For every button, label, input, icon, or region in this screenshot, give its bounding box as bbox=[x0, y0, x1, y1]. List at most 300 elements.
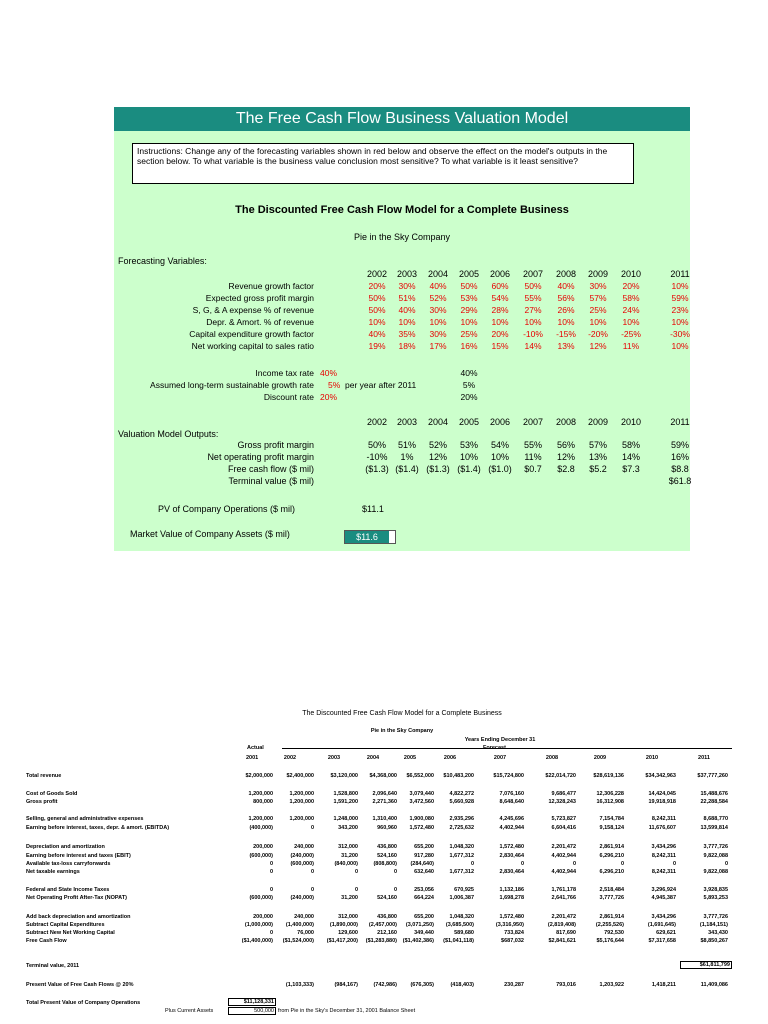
detail-cell: (600,000) bbox=[249, 853, 273, 859]
output-value: 59% bbox=[670, 440, 689, 450]
output-value: ($1.4) bbox=[395, 464, 419, 474]
forecast-rule bbox=[282, 748, 732, 749]
forecast-input[interactable]: -10% bbox=[523, 329, 543, 339]
detail-cell: ($1,283,880) bbox=[365, 938, 397, 944]
forecast-input[interactable]: 24% bbox=[622, 305, 640, 315]
detail-cell: 0 bbox=[393, 887, 397, 893]
year-header: 2006 bbox=[489, 417, 511, 427]
detail-cell: 2,830,464 bbox=[499, 869, 524, 875]
detail-cell: 960,960 bbox=[377, 825, 397, 831]
pv-fcf-cell: (984,167) bbox=[334, 982, 358, 988]
detail-cell: 655,200 bbox=[414, 844, 434, 850]
output-value: 16% bbox=[670, 452, 689, 462]
year-header: 2007 bbox=[522, 269, 544, 279]
forecast-input[interactable]: 20% bbox=[622, 281, 640, 291]
forecast-input[interactable]: 15% bbox=[491, 341, 509, 351]
discount-input[interactable]: 20% bbox=[320, 392, 338, 402]
detail-cell: 917,280 bbox=[414, 853, 434, 859]
detail-row-label: Total revenue bbox=[26, 773, 62, 779]
detail-row-label: Gross profit bbox=[26, 799, 58, 805]
forecast-input[interactable]: 10% bbox=[398, 317, 416, 327]
tax-label: Income tax rate bbox=[255, 368, 314, 378]
growth-echo: 5% bbox=[462, 380, 476, 390]
detail-year: 2008 bbox=[545, 755, 559, 761]
forecast-input[interactable]: 55% bbox=[524, 293, 542, 303]
forecast-input[interactable]: 58% bbox=[622, 293, 640, 303]
detail-year: 2010 bbox=[645, 755, 659, 761]
detail-cell: (284,640) bbox=[410, 861, 434, 867]
detail-cell: 1,698,278 bbox=[499, 895, 524, 901]
detail-row-label: Selling, general and administrative expenses bbox=[26, 816, 144, 822]
total-pv-label: Total Present Value of Company Operations bbox=[26, 1000, 141, 1006]
forecast-input[interactable]: -20% bbox=[588, 329, 608, 339]
detail-cell: 2,201,472 bbox=[551, 844, 576, 850]
detail-cell: 3,296,924 bbox=[651, 887, 676, 893]
detail-cell: $28,619,136 bbox=[593, 773, 624, 779]
forecast-input[interactable]: 30% bbox=[589, 281, 607, 291]
detail-cell: 240,000 bbox=[294, 844, 314, 850]
detail-cell: ($1,524,000) bbox=[282, 938, 314, 944]
detail-cell: 4,402,944 bbox=[551, 853, 576, 859]
forecast-input[interactable]: 10% bbox=[671, 317, 689, 327]
detail-cell: 3,472,560 bbox=[409, 799, 434, 805]
tax-input[interactable]: 40% bbox=[320, 368, 338, 378]
detail-cell: 343,200 bbox=[338, 825, 358, 831]
detail-cell: 1,572,480 bbox=[499, 914, 524, 920]
detail-cell: 436,800 bbox=[377, 914, 397, 920]
forecast-input[interactable]: 25% bbox=[589, 305, 607, 315]
detail-cell: $4,368,000 bbox=[369, 773, 397, 779]
tax-echo: 40% bbox=[460, 368, 478, 378]
discount-label: Discount rate bbox=[263, 392, 314, 402]
page-title: The Free Cash Flow Business Valuation Model bbox=[114, 107, 690, 131]
detail-cell: (1,000,000) bbox=[244, 922, 273, 928]
detail-cell: 436,800 bbox=[377, 844, 397, 850]
total-pv-value: $11,128,331 bbox=[228, 998, 276, 1006]
detail-cell: 1,200,000 bbox=[289, 799, 314, 805]
forecast-input[interactable]: 20% bbox=[368, 281, 386, 291]
forecast-input[interactable]: 50% bbox=[524, 281, 542, 291]
detail-cell: 4,402,944 bbox=[551, 869, 576, 875]
detail-cell: 312,000 bbox=[338, 844, 358, 850]
detail-cell: 3,777,726 bbox=[703, 914, 728, 920]
detail-cell: (3,685,500) bbox=[445, 922, 474, 928]
forecast-input[interactable]: 50% bbox=[368, 305, 386, 315]
detail-cell: 7,154,784 bbox=[599, 816, 624, 822]
output-value: 13% bbox=[588, 452, 607, 462]
detail-cell: 129,600 bbox=[338, 930, 358, 936]
detail-cell: (1,691,645) bbox=[647, 922, 676, 928]
detail-cell: 4,945,387 bbox=[651, 895, 676, 901]
detail-cell: 1,572,480 bbox=[409, 825, 434, 831]
forecast-input[interactable]: 10% bbox=[671, 281, 689, 291]
forecast-input[interactable]: 40% bbox=[429, 281, 447, 291]
detail-row-label: Federal and State Income Taxes bbox=[26, 887, 110, 893]
forecast-input[interactable]: 17% bbox=[429, 341, 447, 351]
output-value: 56% bbox=[556, 440, 575, 450]
forecast-input[interactable]: 19% bbox=[368, 341, 386, 351]
forecast-input[interactable]: 10% bbox=[460, 317, 478, 327]
detail-cell: 655,200 bbox=[414, 914, 434, 920]
forecast-row-label: S, G, & A expense % of revenue bbox=[192, 305, 314, 315]
detail-cell: 1,248,000 bbox=[333, 816, 358, 822]
detail-cell: 5,893,253 bbox=[703, 895, 728, 901]
detail-cell: (840,000) bbox=[334, 861, 358, 867]
pv-fcf-cell: 1,203,922 bbox=[599, 982, 624, 988]
detail-cell: 8,242,311 bbox=[651, 816, 676, 822]
detail-cell: 1,048,320 bbox=[449, 914, 474, 920]
output-value: ($1.4) bbox=[457, 464, 481, 474]
forecast-input[interactable]: 26% bbox=[557, 305, 575, 315]
detail-cell: 22,288,584 bbox=[700, 799, 728, 805]
forecast-input[interactable]: 20% bbox=[491, 329, 509, 339]
forecast-input[interactable]: 40% bbox=[398, 305, 416, 315]
detail-cell: 8,242,311 bbox=[651, 853, 676, 859]
pv-label: PV of Company Operations ($ mil) bbox=[158, 504, 296, 514]
detail-cell: 1,677,312 bbox=[449, 869, 474, 875]
detail-cell: $687,032 bbox=[501, 938, 524, 944]
detail-cell: $5,176,644 bbox=[596, 938, 624, 944]
detail-cell: 9,158,124 bbox=[599, 825, 624, 831]
years-ending: Years Ending December 31 bbox=[464, 737, 536, 743]
year-header: 2004 bbox=[427, 417, 449, 427]
detail-year: 2006 bbox=[443, 755, 457, 761]
detail-row-label: Available tax-loss carryforwards bbox=[26, 861, 111, 867]
detail-cell: 1,761,178 bbox=[551, 887, 576, 893]
detail-cell: 0 bbox=[354, 869, 358, 875]
detail-cell: 5,723,827 bbox=[551, 816, 576, 822]
detail-cell: 670,925 bbox=[454, 887, 474, 893]
detail-cell: 1,677,312 bbox=[449, 853, 474, 859]
detail-cell: 1,200,000 bbox=[289, 816, 314, 822]
mv-label: Market Value of Company Assets ($ mil) bbox=[130, 529, 290, 539]
detail-cell: 31,200 bbox=[341, 895, 358, 901]
forecast-input[interactable]: 51% bbox=[398, 293, 416, 303]
output-value: $2.8 bbox=[557, 464, 575, 474]
detail-cell: 31,200 bbox=[341, 853, 358, 859]
forecast-input[interactable]: 50% bbox=[368, 293, 386, 303]
detail-cell: $6,552,000 bbox=[406, 773, 434, 779]
detail-cell: 0 bbox=[269, 930, 273, 936]
detail-cell: 1,200,000 bbox=[248, 791, 273, 797]
forecast-input[interactable]: 40% bbox=[557, 281, 575, 291]
detail-cell: (600,000) bbox=[290, 861, 314, 867]
detail-cell: 1,900,080 bbox=[409, 816, 434, 822]
detail-cell: 1,528,800 bbox=[333, 791, 358, 797]
pv-fcf-label: Present Value of Free Cash Flows @ 20% bbox=[26, 982, 134, 988]
detail-cell: 0 bbox=[520, 861, 524, 867]
detail-row-label: Subtract New Net Working Capital bbox=[26, 930, 115, 936]
pv-fcf-cell: 230,287 bbox=[504, 982, 524, 988]
detail-cell: 0 bbox=[269, 861, 273, 867]
detail-cell: 12,328,243 bbox=[548, 799, 576, 805]
detail-cell: 4,402,944 bbox=[499, 825, 524, 831]
output-value: 10% bbox=[459, 452, 478, 462]
forecast-row-label: Depr. & Amort. % of revenue bbox=[206, 317, 314, 327]
forecast-input[interactable]: 30% bbox=[398, 281, 416, 291]
market-value-box bbox=[344, 530, 396, 544]
plus-label: Plus Current Assets bbox=[165, 1008, 214, 1014]
forecast-input[interactable]: 18% bbox=[398, 341, 416, 351]
detail-cell: $8,850,267 bbox=[700, 938, 728, 944]
detail-cell: 253,056 bbox=[414, 887, 434, 893]
year-header: 2010 bbox=[620, 417, 642, 427]
forecast-input[interactable]: 10% bbox=[491, 317, 509, 327]
detail-cell: $7,317,658 bbox=[648, 938, 676, 944]
detail-cell: ($1,041,118) bbox=[443, 938, 474, 944]
forecast-input[interactable]: 27% bbox=[524, 305, 542, 315]
pv-fcf-cell: (418,403) bbox=[450, 982, 474, 988]
detail-cell: 524,160 bbox=[377, 853, 397, 859]
pv-fcf-cell: 1,418,211 bbox=[651, 982, 676, 988]
pv-fcf-cell: 793,016 bbox=[556, 982, 576, 988]
detail-cell: 0 bbox=[724, 861, 728, 867]
forecasting-label: Forecasting Variables: bbox=[118, 256, 207, 266]
detail-cell: 3,928,835 bbox=[703, 887, 728, 893]
detail-cell: ($1,402,386) bbox=[402, 938, 434, 944]
output-row-label: Terminal value ($ mil) bbox=[228, 476, 314, 486]
detail-cell: 629,621 bbox=[656, 930, 676, 936]
year-header: 2009 bbox=[587, 269, 609, 279]
forecast-row-label: Capital expenditure growth factor bbox=[189, 329, 314, 339]
detail-cell: 792,530 bbox=[604, 930, 624, 936]
output-value: 55% bbox=[523, 440, 542, 450]
detail-cell: 1,200,000 bbox=[248, 816, 273, 822]
detail-cell: 0 bbox=[393, 869, 397, 875]
detail-cell: 664,224 bbox=[414, 895, 434, 901]
detail-cell: 11,676,607 bbox=[648, 825, 676, 831]
forecast-input[interactable]: 23% bbox=[671, 305, 689, 315]
forecast-input[interactable]: 13% bbox=[557, 341, 575, 351]
forecast-input[interactable]: 40% bbox=[368, 329, 386, 339]
detail-cell: 349,440 bbox=[414, 930, 434, 936]
year-header: 2005 bbox=[458, 269, 480, 279]
detail-cell: 2,725,632 bbox=[449, 825, 474, 831]
detail-cell: 1,006,387 bbox=[449, 895, 474, 901]
detail-cell: 15,488,676 bbox=[700, 791, 728, 797]
forecast-input[interactable]: -30% bbox=[670, 329, 690, 339]
forecast-input[interactable]: 28% bbox=[491, 305, 509, 315]
output-value: ($1.3) bbox=[426, 464, 450, 474]
detail-cell: ($1,417,200) bbox=[326, 938, 358, 944]
forecast-input[interactable]: 10% bbox=[589, 317, 607, 327]
output-row-label: Gross profit margin bbox=[237, 440, 314, 450]
forecast-input[interactable]: 52% bbox=[429, 293, 447, 303]
year-header: 2002 bbox=[366, 269, 388, 279]
detail-cell: 16,312,908 bbox=[596, 799, 624, 805]
detail-row-label: Subtract Capital Expenditures bbox=[26, 922, 105, 928]
detail-cell: 3,434,296 bbox=[651, 914, 676, 920]
detail-cell: 0 bbox=[470, 861, 474, 867]
output-value: 57% bbox=[588, 440, 607, 450]
detail-cell: 2,935,296 bbox=[449, 816, 474, 822]
year-header: 2009 bbox=[587, 417, 609, 427]
forecast-input[interactable]: 53% bbox=[460, 293, 478, 303]
plus-note: from Pie in the Sky's December 31, 2001 Balance Sheet bbox=[278, 1008, 416, 1014]
forecast-input[interactable]: 60% bbox=[491, 281, 509, 291]
forecast-input[interactable]: 10% bbox=[557, 317, 575, 327]
output-value: 52% bbox=[428, 440, 447, 450]
company-name: Pie in the Sky Company bbox=[353, 232, 451, 242]
detail-year: 2011 bbox=[698, 755, 710, 761]
pv-fcf-cell: (742,986) bbox=[373, 982, 397, 988]
detail-cell: 2,861,914 bbox=[599, 844, 624, 850]
year-header: 2008 bbox=[555, 417, 577, 427]
detail-title: The Discounted Free Cash Flow Model for a Complete Business bbox=[302, 710, 502, 717]
year-header: 2005 bbox=[458, 417, 480, 427]
detail-cell: 1,200,000 bbox=[289, 791, 314, 797]
detail-year: 2002 bbox=[283, 755, 297, 761]
detail-year: 2004 bbox=[366, 755, 380, 761]
forecast-row-label: Net working capital to sales ratio bbox=[191, 341, 314, 351]
detail-cell: (3,071,250) bbox=[405, 922, 434, 928]
forecast-input[interactable]: -15% bbox=[556, 329, 576, 339]
year-header: 2004 bbox=[427, 269, 449, 279]
detail-cell: 5,660,928 bbox=[449, 799, 474, 805]
terminal-label: Terminal value, 2011 bbox=[26, 963, 80, 969]
detail-cell: 0 bbox=[269, 869, 273, 875]
detail-cell: (808,800) bbox=[373, 861, 397, 867]
detail-cell: 0 bbox=[354, 887, 358, 893]
market-value: $11.6 bbox=[345, 531, 389, 543]
detail-cell: 632,640 bbox=[414, 869, 434, 875]
forecast-input[interactable]: 12% bbox=[589, 341, 607, 351]
forecast-input[interactable]: 30% bbox=[429, 305, 447, 315]
detail-cell: 200,000 bbox=[253, 844, 273, 850]
detail-cell: 800,000 bbox=[253, 799, 273, 805]
detail-cell: (2,255,526) bbox=[595, 922, 624, 928]
detail-row-label: Cost of Goods Sold bbox=[26, 791, 78, 797]
detail-cell: 0 bbox=[310, 887, 314, 893]
detail-cell: 2,830,464 bbox=[499, 853, 524, 859]
detail-year: 2009 bbox=[593, 755, 607, 761]
forecast-input[interactable]: 16% bbox=[460, 341, 478, 351]
forecast-input[interactable]: 57% bbox=[589, 293, 607, 303]
detail-cell: 7,076,160 bbox=[499, 791, 524, 797]
forecast-input[interactable]: 14% bbox=[524, 341, 542, 351]
forecast-input[interactable]: -25% bbox=[621, 329, 641, 339]
detail-cell: $15,724,800 bbox=[493, 773, 524, 779]
detail-cell: 2,641,766 bbox=[551, 895, 576, 901]
output-value: $61.8 bbox=[668, 476, 692, 486]
detail-row-label: Earning before interest, taxes, depr. & amort. (EBITDA) bbox=[26, 825, 170, 831]
year-header: 2008 bbox=[555, 269, 577, 279]
year-header: 2006 bbox=[489, 269, 511, 279]
forecast-input[interactable]: 25% bbox=[460, 329, 478, 339]
output-value: $0.7 bbox=[524, 464, 542, 474]
detail-cell: 8,242,311 bbox=[651, 869, 676, 875]
forecast-input[interactable]: 10% bbox=[622, 317, 640, 327]
growth-suffix: per year after 2011 bbox=[345, 380, 417, 390]
forecast-input[interactable]: 10% bbox=[429, 317, 447, 327]
forecast-input[interactable]: 35% bbox=[398, 329, 416, 339]
detail-cell: ($1,400,000) bbox=[241, 938, 273, 944]
detail-cell: 6,296,210 bbox=[599, 869, 624, 875]
detail-cell: 2,271,360 bbox=[372, 799, 397, 805]
output-row-label: Free cash flow ($ mil) bbox=[227, 464, 314, 474]
detail-cell: 19,918,918 bbox=[648, 799, 676, 805]
forecast-input[interactable]: 56% bbox=[557, 293, 575, 303]
output-value: $8.8 bbox=[671, 464, 689, 474]
forecast-input[interactable]: 59% bbox=[671, 293, 689, 303]
outputs-label: Valuation Model Outputs: bbox=[118, 429, 219, 439]
output-value: 54% bbox=[490, 440, 509, 450]
detail-cell: 343,430 bbox=[708, 930, 728, 936]
detail-year: 2007 bbox=[493, 755, 507, 761]
detail-row-label: Net taxable earnings bbox=[26, 869, 80, 875]
detail-cell: (600,000) bbox=[249, 895, 273, 901]
detail-cell: 200,000 bbox=[253, 914, 273, 920]
pv-fcf-cell: (1,103,333) bbox=[285, 982, 314, 988]
detail-cell: 3,434,296 bbox=[651, 844, 676, 850]
detail-cell: 13,599,814 bbox=[700, 825, 728, 831]
detail-row-label: Depreciation and amortization bbox=[26, 844, 105, 850]
detail-cell: (2,819,408) bbox=[547, 922, 576, 928]
detail-cell: (3,316,950) bbox=[495, 922, 524, 928]
detail-cell: 6,296,210 bbox=[599, 853, 624, 859]
forecast-input[interactable]: 10% bbox=[368, 317, 386, 327]
detail-cell: (240,000) bbox=[290, 895, 314, 901]
model-title: The Discounted Free Cash Flow Model for a Complete Business bbox=[235, 204, 569, 216]
forecast-input[interactable]: 54% bbox=[491, 293, 509, 303]
detail-cell: 2,861,914 bbox=[599, 914, 624, 920]
detail-cell: 76,000 bbox=[297, 930, 314, 936]
detail-cell: 14,424,045 bbox=[648, 791, 676, 797]
forecast-input[interactable]: 10% bbox=[671, 341, 689, 351]
forecast-input[interactable]: 30% bbox=[429, 329, 447, 339]
detail-year: 2003 bbox=[327, 755, 341, 761]
forecast-input[interactable]: 50% bbox=[460, 281, 478, 291]
detail-cell: 1,132,186 bbox=[499, 887, 524, 893]
pv-fcf-cell: (676,305) bbox=[410, 982, 434, 988]
actual-year: 2001 bbox=[246, 755, 259, 761]
year-header: 2003 bbox=[396, 417, 418, 427]
year-header: 2002 bbox=[366, 417, 388, 427]
output-value: 1% bbox=[400, 452, 414, 462]
detail-cell: 9,686,477 bbox=[551, 791, 576, 797]
detail-cell: 2,201,472 bbox=[551, 914, 576, 920]
detail-cell: 4,822,272 bbox=[449, 791, 474, 797]
output-value: 58% bbox=[621, 440, 640, 450]
growth-input[interactable]: 5% bbox=[328, 380, 341, 390]
growth-label: Assumed long-term sustainable growth rate bbox=[150, 380, 314, 390]
detail-cell: 3,777,726 bbox=[703, 844, 728, 850]
year-header: 2007 bbox=[522, 417, 544, 427]
year-header: 2010 bbox=[620, 269, 642, 279]
forecast-input[interactable]: 11% bbox=[622, 341, 640, 351]
detail-cell: 524,160 bbox=[377, 895, 397, 901]
detail-cell: 0 bbox=[672, 861, 676, 867]
detail-cell: $2,841,621 bbox=[548, 938, 576, 944]
detail-row-label: Free Cash Flow bbox=[26, 938, 67, 944]
output-value: 12% bbox=[556, 452, 575, 462]
detail-cell: 1,310,400 bbox=[372, 816, 397, 822]
detail-cell: $34,342,963 bbox=[645, 773, 676, 779]
detail-cell: 8,688,770 bbox=[703, 816, 728, 822]
detail-cell: 240,000 bbox=[294, 914, 314, 920]
detail-cell: 0 bbox=[269, 887, 273, 893]
output-value: ($1.0) bbox=[488, 464, 512, 474]
detail-cell: $10,483,200 bbox=[443, 773, 474, 779]
detail-year: 2005 bbox=[403, 755, 417, 761]
detail-cell: 2,518,484 bbox=[599, 887, 624, 893]
forecast-input[interactable]: 10% bbox=[524, 317, 542, 327]
output-value: $5.2 bbox=[589, 464, 607, 474]
detail-cell: 6,604,416 bbox=[551, 825, 576, 831]
output-value: 50% bbox=[367, 440, 386, 450]
detail-cell: 1,048,320 bbox=[449, 844, 474, 850]
forecast-input[interactable]: 29% bbox=[460, 305, 478, 315]
